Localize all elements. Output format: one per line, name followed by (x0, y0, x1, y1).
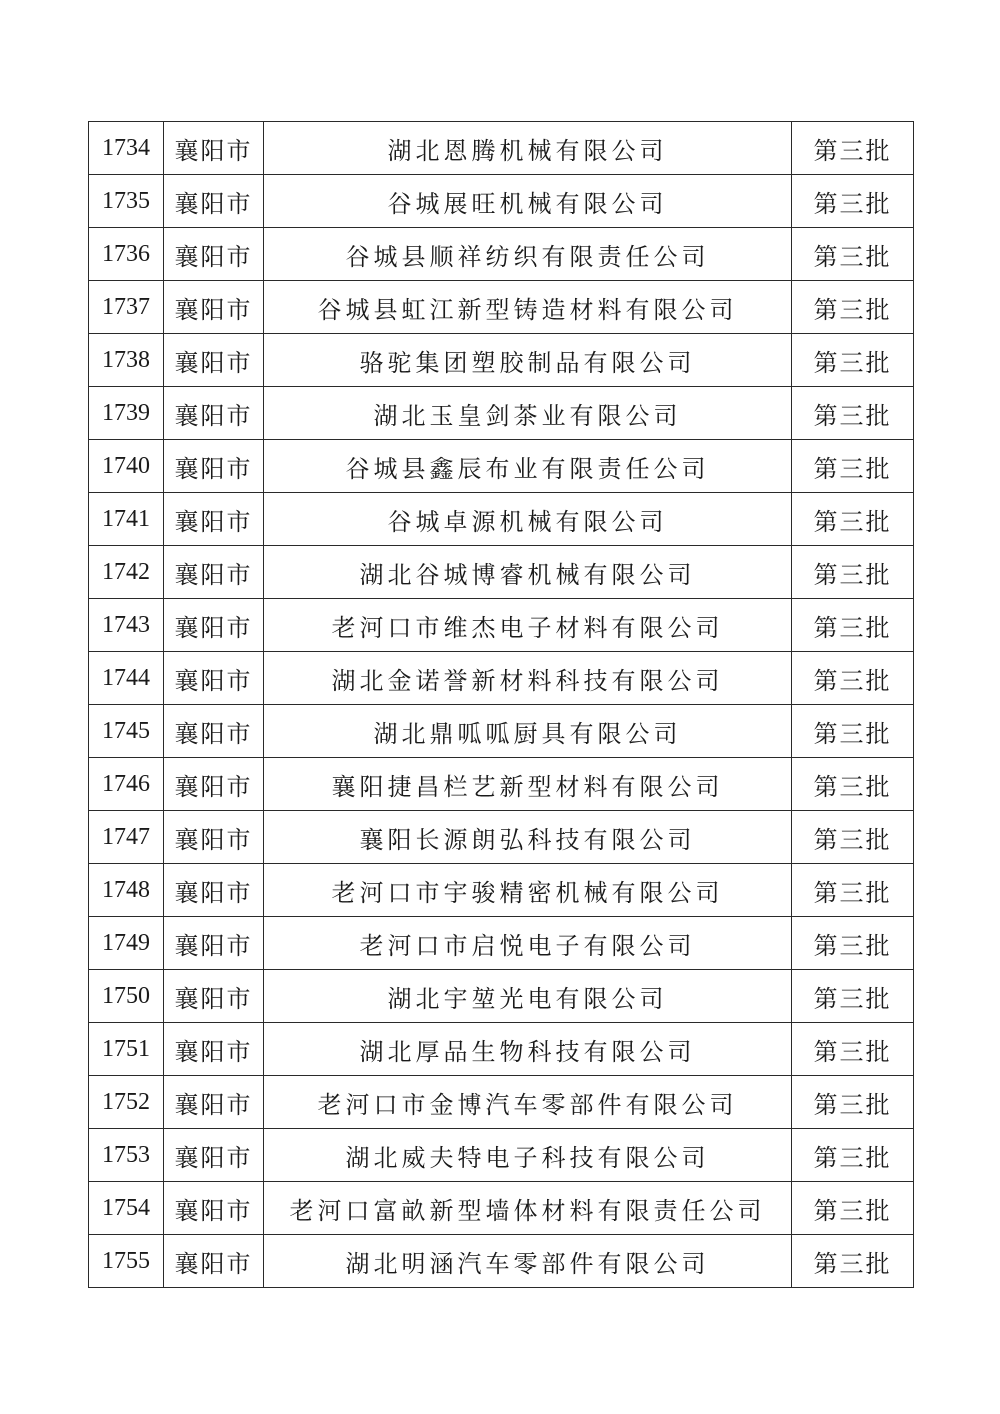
batch-cell: 第三批 (792, 175, 914, 228)
city-cell: 襄阳市 (164, 281, 264, 334)
company-name-cell: 湖北金诺誉新材料科技有限公司 (264, 652, 792, 705)
batch-cell: 第三批 (792, 705, 914, 758)
row-number: 1742 (89, 546, 164, 599)
batch-cell: 第三批 (792, 970, 914, 1023)
city-cell: 襄阳市 (164, 1182, 264, 1235)
batch-cell: 第三批 (792, 334, 914, 387)
city-cell: 襄阳市 (164, 1129, 264, 1182)
row-number: 1743 (89, 599, 164, 652)
company-name-cell: 湖北谷城博睿机械有限公司 (264, 546, 792, 599)
table-row (89, 970, 914, 1023)
table-row (89, 1076, 914, 1129)
row-number: 1739 (89, 387, 164, 440)
row-number: 1755 (89, 1235, 164, 1288)
row-number: 1738 (89, 334, 164, 387)
table-row (89, 1129, 914, 1182)
row-number: 1754 (89, 1182, 164, 1235)
row-number: 1734 (89, 122, 164, 175)
row-number: 1740 (89, 440, 164, 493)
batch-cell: 第三批 (792, 440, 914, 493)
batch-cell: 第三批 (792, 652, 914, 705)
batch-cell: 第三批 (792, 864, 914, 917)
company-name-cell: 湖北明涵汽车零部件有限公司 (264, 1235, 792, 1288)
company-name-cell: 老河口富畝新型墙体材料有限责任公司 (264, 1182, 792, 1235)
city-cell: 襄阳市 (164, 1235, 264, 1288)
company-name-cell: 湖北恩腾机械有限公司 (264, 122, 792, 175)
table-row (89, 440, 914, 493)
company-name-cell: 湖北厚品生物科技有限公司 (264, 1023, 792, 1076)
table-row (89, 652, 914, 705)
company-name-cell: 湖北玉皇剑茶业有限公司 (264, 387, 792, 440)
city-cell: 襄阳市 (164, 334, 264, 387)
table-row (89, 546, 914, 599)
batch-cell: 第三批 (792, 758, 914, 811)
row-number: 1748 (89, 864, 164, 917)
row-number: 1741 (89, 493, 164, 546)
company-name-cell: 湖北威夫特电子科技有限公司 (264, 1129, 792, 1182)
city-cell: 襄阳市 (164, 440, 264, 493)
batch-cell: 第三批 (792, 228, 914, 281)
city-cell: 襄阳市 (164, 652, 264, 705)
city-cell: 襄阳市 (164, 387, 264, 440)
company-name-cell: 谷城展旺机械有限公司 (264, 175, 792, 228)
batch-cell: 第三批 (792, 281, 914, 334)
table-row (89, 758, 914, 811)
row-number: 1747 (89, 811, 164, 864)
table-row (89, 864, 914, 917)
table-row (89, 705, 914, 758)
company-name-cell: 老河口市维杰电子材料有限公司 (264, 599, 792, 652)
city-cell: 襄阳市 (164, 1023, 264, 1076)
table-row (89, 228, 914, 281)
city-cell: 襄阳市 (164, 122, 264, 175)
company-name-cell: 谷城卓源机械有限公司 (264, 493, 792, 546)
company-list-table (88, 121, 914, 1288)
company-name-cell: 襄阳捷昌栏艺新型材料有限公司 (264, 758, 792, 811)
table-row (89, 1182, 914, 1235)
row-number: 1737 (89, 281, 164, 334)
batch-cell: 第三批 (792, 811, 914, 864)
row-number: 1751 (89, 1023, 164, 1076)
batch-cell: 第三批 (792, 493, 914, 546)
batch-cell: 第三批 (792, 1182, 914, 1235)
company-name-cell: 湖北宇堃光电有限公司 (264, 970, 792, 1023)
table-row (89, 599, 914, 652)
row-number: 1745 (89, 705, 164, 758)
city-cell: 襄阳市 (164, 599, 264, 652)
company-name-cell: 湖北鼎呱呱厨具有限公司 (264, 705, 792, 758)
city-cell: 襄阳市 (164, 864, 264, 917)
batch-cell: 第三批 (792, 917, 914, 970)
row-number: 1752 (89, 1076, 164, 1129)
table-row (89, 917, 914, 970)
batch-cell: 第三批 (792, 599, 914, 652)
city-cell: 襄阳市 (164, 811, 264, 864)
city-cell: 襄阳市 (164, 175, 264, 228)
batch-cell: 第三批 (792, 387, 914, 440)
company-name-cell: 谷城县鑫辰布业有限责任公司 (264, 440, 792, 493)
table-row (89, 175, 914, 228)
table-body (89, 122, 914, 1288)
table-row (89, 1023, 914, 1076)
company-name-cell: 襄阳长源朗弘科技有限公司 (264, 811, 792, 864)
city-cell: 襄阳市 (164, 758, 264, 811)
city-cell: 襄阳市 (164, 970, 264, 1023)
row-number: 1746 (89, 758, 164, 811)
table-row (89, 334, 914, 387)
batch-cell: 第三批 (792, 1076, 914, 1129)
batch-cell: 第三批 (792, 1129, 914, 1182)
city-cell: 襄阳市 (164, 493, 264, 546)
row-number: 1735 (89, 175, 164, 228)
table-row (89, 281, 914, 334)
city-cell: 襄阳市 (164, 546, 264, 599)
row-number: 1736 (89, 228, 164, 281)
row-number: 1744 (89, 652, 164, 705)
batch-cell: 第三批 (792, 1235, 914, 1288)
company-name-cell: 骆驼集团塑胶制品有限公司 (264, 334, 792, 387)
batch-cell: 第三批 (792, 122, 914, 175)
company-name-cell: 老河口市金博汽车零部件有限公司 (264, 1076, 792, 1129)
company-name-cell: 老河口市宇骏精密机械有限公司 (264, 864, 792, 917)
row-number: 1750 (89, 970, 164, 1023)
city-cell: 襄阳市 (164, 705, 264, 758)
row-number: 1749 (89, 917, 164, 970)
table-row (89, 387, 914, 440)
table-row (89, 493, 914, 546)
city-cell: 襄阳市 (164, 228, 264, 281)
batch-cell: 第三批 (792, 546, 914, 599)
row-number: 1753 (89, 1129, 164, 1182)
batch-cell: 第三批 (792, 1023, 914, 1076)
city-cell: 襄阳市 (164, 917, 264, 970)
table-row (89, 122, 914, 175)
company-name-cell: 谷城县顺祥纺织有限责任公司 (264, 228, 792, 281)
table-row (89, 1235, 914, 1288)
city-cell: 襄阳市 (164, 1076, 264, 1129)
company-name-cell: 老河口市启悦电子有限公司 (264, 917, 792, 970)
company-name-cell: 谷城县虹江新型铸造材料有限公司 (264, 281, 792, 334)
table-row (89, 811, 914, 864)
